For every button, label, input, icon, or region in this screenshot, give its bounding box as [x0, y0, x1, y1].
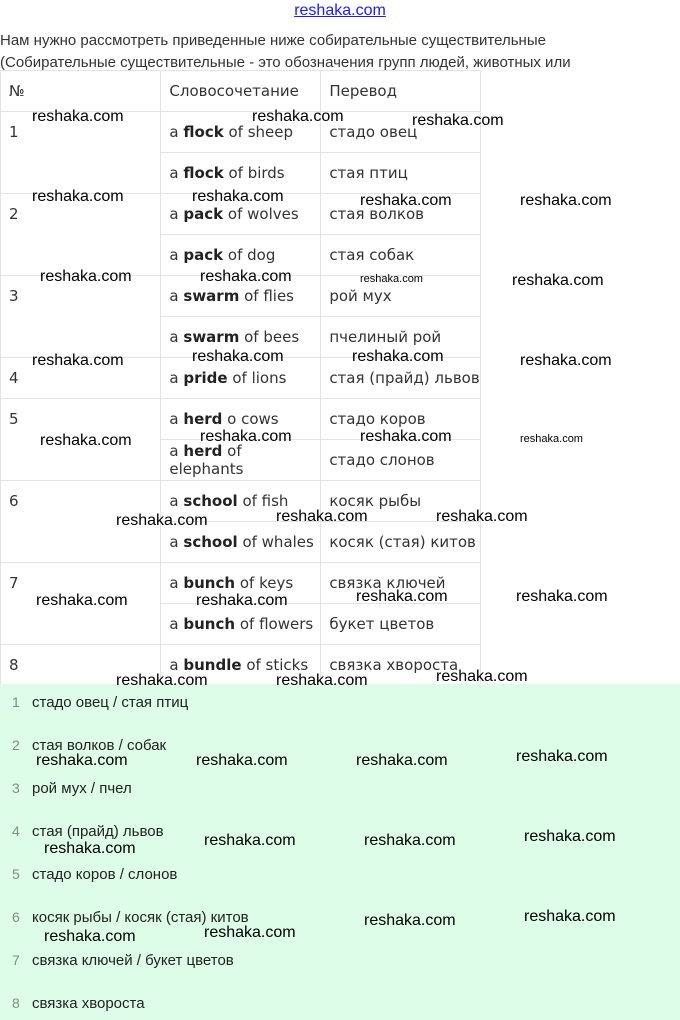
translation-cell: стая птиц [321, 153, 481, 194]
intro-text [0, 30, 680, 70]
watermark: reshaka.com [204, 924, 296, 941]
watermark: reshaka.com [520, 192, 612, 209]
phrase-cell: a pack of wolves [161, 194, 321, 235]
watermark: reshaka.com [524, 908, 616, 925]
watermark: reshaka.com [364, 912, 456, 929]
row-number: 8 [1, 645, 161, 686]
watermark: reshaka.com [196, 752, 288, 769]
translation-cell: связка хвороста [321, 645, 481, 686]
watermark: reshaka.com [200, 428, 292, 445]
phrase-cell: a herd o cows [161, 399, 321, 440]
answer-number: 6 [12, 909, 20, 925]
table-header-row [1, 71, 481, 112]
row-number: 2 [1, 194, 161, 235]
watermark: reshaka.com [436, 668, 528, 685]
watermark: reshaka.com [200, 268, 292, 285]
answer-text: косяк рыбы / косяк (стая) китов [32, 909, 249, 926]
row-number: 3 [1, 276, 161, 317]
watermark: reshaka.com [116, 672, 208, 689]
phrase-cell: a school of fish [161, 481, 321, 522]
watermark: reshaka.com [360, 273, 423, 285]
translation-cell: рой мух [321, 276, 481, 317]
row-number: 6 [1, 481, 161, 522]
watermark: reshaka.com [204, 832, 296, 849]
watermark: reshaka.com [516, 588, 608, 605]
watermark: reshaka.com [32, 352, 124, 369]
table-row [1, 481, 481, 522]
intro-line-1: Нам нужно рассмотреть приведенные ниже собирательные существительные [0, 32, 546, 49]
phrase-cell: a school of whales [161, 522, 321, 563]
translation-cell: косяк (стая) китов [321, 522, 481, 563]
watermark: reshaka.com [412, 112, 504, 129]
watermark: reshaka.com [360, 192, 452, 209]
row-number: 5 [1, 399, 161, 440]
header-number: № [1, 71, 161, 112]
watermark: reshaka.com [436, 508, 528, 525]
translation-cell: связка ключей [321, 563, 481, 604]
watermark: reshaka.com [360, 428, 452, 445]
watermark: reshaka.com [32, 108, 124, 125]
phrase-cell: a flock of birds [161, 153, 321, 194]
phrase-cell: a bundle of sticks [161, 645, 321, 686]
header-translation: Перевод [321, 71, 481, 112]
answer-number: 1 [12, 694, 20, 710]
answer-text: связка хвороста [32, 995, 145, 1012]
watermark: reshaka.com [44, 928, 136, 945]
translation-cell: пчелиный рой [321, 317, 481, 358]
translation-cell: косяк рыбы [321, 481, 481, 522]
translation-cell: букет цветов [321, 604, 481, 645]
answer-text: стая (прайд) львов [32, 823, 164, 840]
watermark: reshaka.com [356, 588, 448, 605]
watermark: reshaka.com [40, 432, 132, 449]
phrase-cell: a swarm of bees [161, 317, 321, 358]
site-logo[interactable]: reshaka.com [294, 2, 386, 19]
answer-number: 4 [12, 823, 20, 839]
watermark: reshaka.com [116, 512, 208, 529]
watermark: reshaka.com [196, 592, 288, 609]
translation-cell: стая (прайд) львов [321, 358, 481, 399]
translation-cell: стадо слонов [321, 440, 481, 481]
watermark: reshaka.com [512, 272, 604, 289]
watermark: reshaka.com [520, 433, 583, 445]
intro-line-2: (Собирательные существительные - это обозначения групп людей, животных или [0, 54, 571, 70]
header-phrase: Словосочетание [161, 71, 321, 112]
answer-text: стадо овец / стая птиц [32, 694, 189, 711]
row-number: 7 [1, 563, 161, 604]
watermark: reshaka.com [364, 832, 456, 849]
table-row [1, 645, 481, 686]
answer-text: стая волков / собак [32, 737, 167, 754]
row-number: 4 [1, 358, 161, 399]
phrase-cell: a pack of dog [161, 235, 321, 276]
watermark: reshaka.com [352, 348, 444, 365]
watermark: reshaka.com [36, 592, 128, 609]
row-number: 1 [1, 112, 161, 153]
watermark: reshaka.com [252, 108, 344, 125]
table-row [1, 522, 481, 563]
translation-cell: стая волков [321, 194, 481, 235]
watermark: reshaka.com [36, 752, 128, 769]
watermark: reshaka.com [356, 752, 448, 769]
answer-number: 8 [12, 995, 20, 1011]
answer-text: стадо коров / слонов [32, 866, 178, 883]
answer-text: рой мух / пчел [32, 780, 132, 797]
translation-cell: стадо коров [321, 399, 481, 440]
answer-number: 7 [12, 952, 20, 968]
translation-cell: стадо овец [321, 112, 481, 153]
watermark: reshaka.com [44, 840, 136, 857]
phrase-cell: a swarm of flies [161, 276, 321, 317]
phrase-cell: a bunch of flowers [161, 604, 321, 645]
answer-number: 5 [12, 866, 20, 882]
watermark: reshaka.com [32, 188, 124, 205]
watermark: reshaka.com [516, 748, 608, 765]
answer-number: 3 [12, 780, 20, 796]
answer-text: связка ключей / букет цветов [32, 952, 234, 969]
answer-number: 2 [12, 737, 20, 753]
phrase-cell: a bunch of keys [161, 563, 321, 604]
phrase-cell: a herd of elephants [161, 440, 321, 481]
watermark: reshaka.com [192, 348, 284, 365]
phrase-cell: a pride of lions [161, 358, 321, 399]
watermark: reshaka.com [40, 268, 132, 285]
translation-cell: стая собак [321, 235, 481, 276]
watermark: reshaka.com [520, 352, 612, 369]
watermark: reshaka.com [276, 508, 368, 525]
phrase-cell: a flock of sheep [161, 112, 321, 153]
watermark: reshaka.com [276, 672, 368, 689]
watermark: reshaka.com [192, 188, 284, 205]
watermark: reshaka.com [524, 828, 616, 845]
